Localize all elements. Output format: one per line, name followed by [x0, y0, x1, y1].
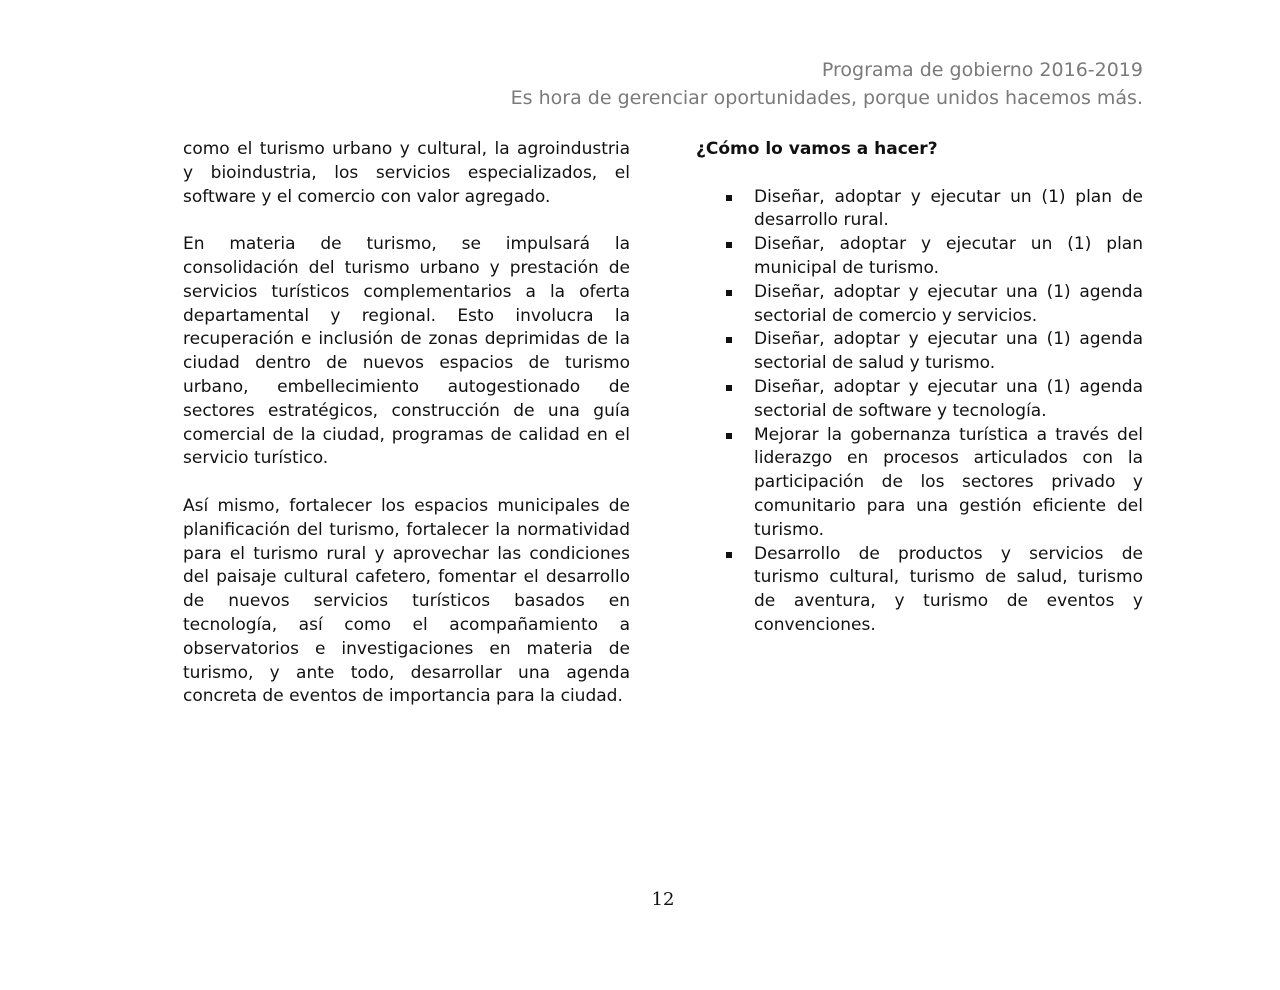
- paragraph: En materia de turismo, se impulsará la consolidación del turismo urbano y prestación de servicios turísticos complementarios a la oferta departamental y regional. Esto involucra la recuperación e inclusión de zonas deprimidas de la ciudad dentro de nuevos espacios de turismo urbano, embellecimiento autogestionado de sectores estratégicos, construcción de una guía comercial de la ciudad, programas de calidad en el servicio turístico.: [183, 234, 630, 469]
- list-item: [696, 424, 1143, 543]
- list-item: [696, 186, 1143, 234]
- square-bullet-icon: [726, 195, 732, 201]
- list-item: [696, 328, 1143, 376]
- square-bullet-icon: [726, 337, 732, 343]
- square-bullet-icon: [726, 433, 732, 439]
- list-item-text: Desarrollo de productos y servicios de turismo cultural, turismo de salud, turismo de aventura, y turismo de eventos y convenciones.: [754, 543, 1143, 635]
- list-item-text: Mejorar la gobernanza turística a través del liderazgo en procesos articulados con la participación de los sectores privado y comunitario para una gestión eficiente del turismo.: [754, 424, 1143, 540]
- list-item: [696, 281, 1143, 329]
- paragraph: como el turismo urbano y cultural, la agroindustria y bioindustria, los servicios especializados, el software y el comercio con valor agregado.: [183, 139, 630, 207]
- document-subtitle: Es hora de gerenciar oportunidades, porque unidos hacemos más.: [510, 87, 1143, 109]
- page-header: [511, 56, 1143, 112]
- list-item-text: Diseñar, adoptar y ejecutar un (1) plan de desarrollo rural.: [754, 186, 1143, 231]
- paragraph: Así mismo, fortalecer los espacios municipales de planificación del turismo, fortalecer la normatividad para el turismo rural y aprovechar las condiciones del paisaje cultural cafetero, fomentar el desarrollo de nuevos servicios turísticos basados en tecnología, así como el acompañamiento a observatorios e investigaciones en materia de turismo, y ante todo, desarrollar una agenda concreta de eventos de importancia para la ciudad.: [183, 495, 630, 707]
- document-title: Programa de gobierno 2016-2019: [821, 59, 1143, 81]
- square-bullet-icon: [726, 290, 732, 296]
- square-bullet-icon: [726, 552, 732, 558]
- list-item: [696, 233, 1143, 281]
- list-item: [696, 543, 1143, 638]
- list-item-text: Diseñar, adoptar y ejecutar una (1) agenda sectorial de software y tecnología.: [754, 376, 1143, 421]
- section-heading: ¿Cómo lo vamos a hacer?: [696, 139, 938, 159]
- right-column: [696, 138, 1143, 638]
- list-item-text: Diseñar, adoptar y ejecutar una (1) agenda sectorial de comercio y servicios.: [754, 281, 1143, 326]
- action-list: [696, 186, 1143, 638]
- square-bullet-icon: [726, 242, 732, 248]
- list-item: [696, 376, 1143, 424]
- square-bullet-icon: [726, 385, 732, 391]
- left-column: [183, 138, 630, 733]
- page-number: 12: [651, 889, 675, 910]
- list-item-text: Diseñar, adoptar y ejecutar una (1) agenda sectorial de salud y turismo.: [754, 329, 1143, 374]
- list-item-text: Diseñar, adoptar y ejecutar un (1) plan municipal de turismo.: [754, 234, 1143, 278]
